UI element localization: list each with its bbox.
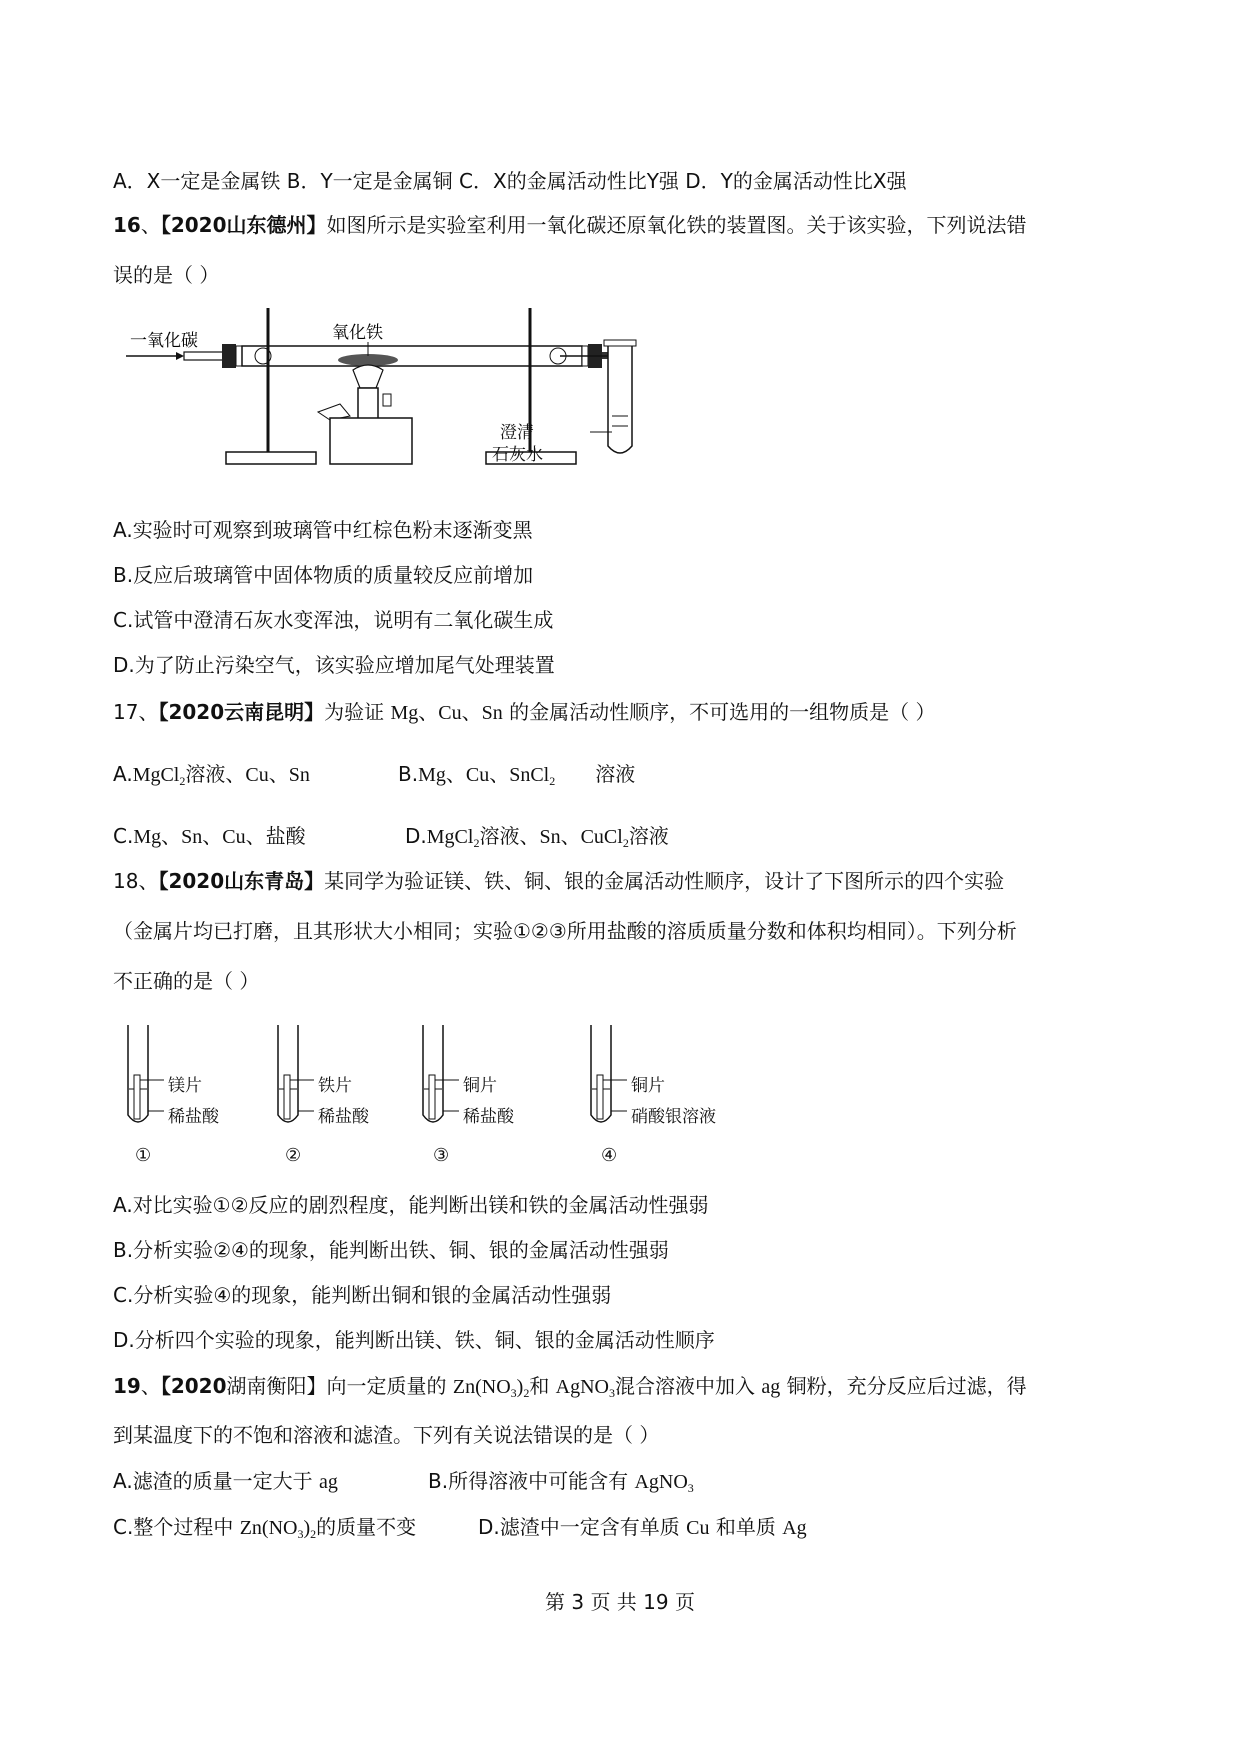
co-inlet-arrowhead — [176, 352, 184, 360]
q17-option-a: A.MgCl$_2$溶液、Cu、Sn — [113, 762, 310, 788]
page-footer: 第 3 页 共 19 页 — [545, 1590, 695, 1614]
limewater-test-tube-figure — [560, 320, 750, 470]
label-fe2o3: 氧化铁 — [332, 323, 383, 343]
q16-stem-line2: 误的是（ ） — [113, 263, 220, 287]
tube-4-metal-label: 铜片 — [631, 1076, 665, 1096]
q19-option-b: B.所得溶液中可能含有 AgNO$_3$ — [428, 1469, 694, 1495]
q16-option-a: A.实验时可观察到玻璃管中红棕色粉末逐渐变黑 — [113, 518, 533, 542]
q19-stem-line1: 19、【2020湖南衡阳】向一定质量的 $Zn(NO_3)_2$和 AgNO$_3$混合溶液中加入 ag 铜粉，充分反应后过滤，得 — [113, 1374, 1027, 1400]
burner-valve — [383, 394, 391, 406]
q16-number: 16 — [113, 213, 141, 237]
tube-4-solution-label: 硝酸银溶液 — [631, 1107, 716, 1127]
tube-3-number: ③ — [433, 1145, 450, 1166]
q18-option-d: D.分析四个实验的现象，能判断出镁、铁、铜、银的金属活动性顺序 — [113, 1328, 715, 1352]
label-limewater-1: 澄清 — [500, 423, 534, 443]
label-co: 一氧化碳 — [130, 331, 198, 351]
q17-option-d: D.MgCl$_2$溶液、Sn、CuCl$_2$溶液 — [405, 824, 669, 850]
tube-4 — [591, 1025, 627, 1122]
q18-option-a: A.对比实验①②反应的剧烈程度，能判断出镁和铁的金属活动性强弱 — [113, 1193, 709, 1217]
tube-2-number: ② — [285, 1145, 302, 1166]
q17-option-b: B.Mg、Cu、SnCl$_2$ 溶液 — [398, 762, 636, 788]
tube-3-metal-label: 铜片 — [463, 1076, 497, 1096]
q15-options: A．X一定是金属铁 B．Y一定是金属铜 C．X的金属活动性比Y强 D．Y的金属活动性比X强 — [113, 169, 907, 193]
tube-1 — [128, 1025, 164, 1122]
q16-source: 【2020山东德州】 — [160, 213, 327, 237]
tube-2-solution-label: 稀盐酸 — [318, 1107, 369, 1127]
q18-stem-line3: 不正确的是（ ） — [113, 969, 260, 993]
q18-option-b: B.分析实验②④的现象，能判断出铁、铜、银的金属活动性强弱 — [113, 1238, 669, 1262]
tube-1-metal — [134, 1075, 140, 1119]
tube-2-metal — [284, 1075, 290, 1119]
flame — [353, 365, 383, 388]
tube-4-metal — [597, 1075, 603, 1119]
q19-option-c: C.整个过程中 $Zn(NO_3)_2$的质量不变 — [113, 1515, 417, 1541]
q16-option-c: C.试管中澄清石灰水变浑浊，说明有二氧化碳生成 — [113, 608, 554, 632]
q18-option-c: C.分析实验④的现象，能判断出铜和银的金属活动性强弱 — [113, 1283, 612, 1307]
burner-base — [330, 418, 412, 464]
q19-option-a: A.滤渣的质量一定大于 ag — [113, 1469, 338, 1493]
q16-option-b: B.反应后玻璃管中固体物质的质量较反应前增加 — [113, 563, 534, 587]
q17-option-c: C.Mg、Sn、Cu、盐酸 — [113, 824, 306, 848]
test-tube-body — [608, 344, 632, 453]
left-stopper — [222, 344, 236, 368]
tube-3 — [423, 1025, 459, 1122]
tube-1-solution-label: 稀盐酸 — [168, 1107, 219, 1127]
tube-2 — [278, 1025, 314, 1122]
test-tube-rim — [604, 340, 636, 346]
burner-barrel — [358, 388, 378, 422]
label-limewater-2: 石灰水 — [492, 445, 543, 465]
q17-stem: 17、【2020云南昆明】为验证 Mg、Cu、Sn 的金属活动性顺序，不可选用的一组物质是（ ） — [113, 700, 936, 724]
left-stand-base — [226, 452, 316, 464]
left-stopper-ring — [236, 346, 242, 366]
tube-4-number: ④ — [601, 1145, 618, 1166]
tube-3-metal — [429, 1075, 435, 1119]
inlet-tube — [184, 352, 224, 360]
tube-1-number: ① — [135, 1145, 152, 1166]
tube-1-metal-label: 镁片 — [168, 1076, 202, 1096]
tube-2-metal-label: 铁片 — [318, 1076, 352, 1096]
q16-option-d: D.为了防止污染空气，该实验应增加尾气处理装置 — [113, 653, 555, 677]
q18-stem-line1: 18、【2020山东青岛】某同学为验证镁、铁、铜、银的金属活动性顺序，设计了下图所示的四个实验 — [113, 869, 1005, 893]
tube-3-solution-label: 稀盐酸 — [463, 1107, 514, 1127]
q18-stem-line2: （金属片均已打磨，且其形状大小相同；实验①②③所用盐酸的溶质质量分数和体积均相同）。下列分析 — [113, 919, 1017, 943]
q19-option-d: D.滤渣中一定含有单质 Cu 和单质 Ag — [478, 1515, 807, 1539]
q16-stem-line1: 16、【2020山东德州】如图所示是实验室利用一氧化碳还原氧化铁的装置图。关于该实验，下列说法错 — [113, 213, 1027, 237]
q19-stem-line2: 到某温度下的不饱和溶液和滤渣。下列有关说法错误的是（ ） — [113, 1423, 660, 1447]
